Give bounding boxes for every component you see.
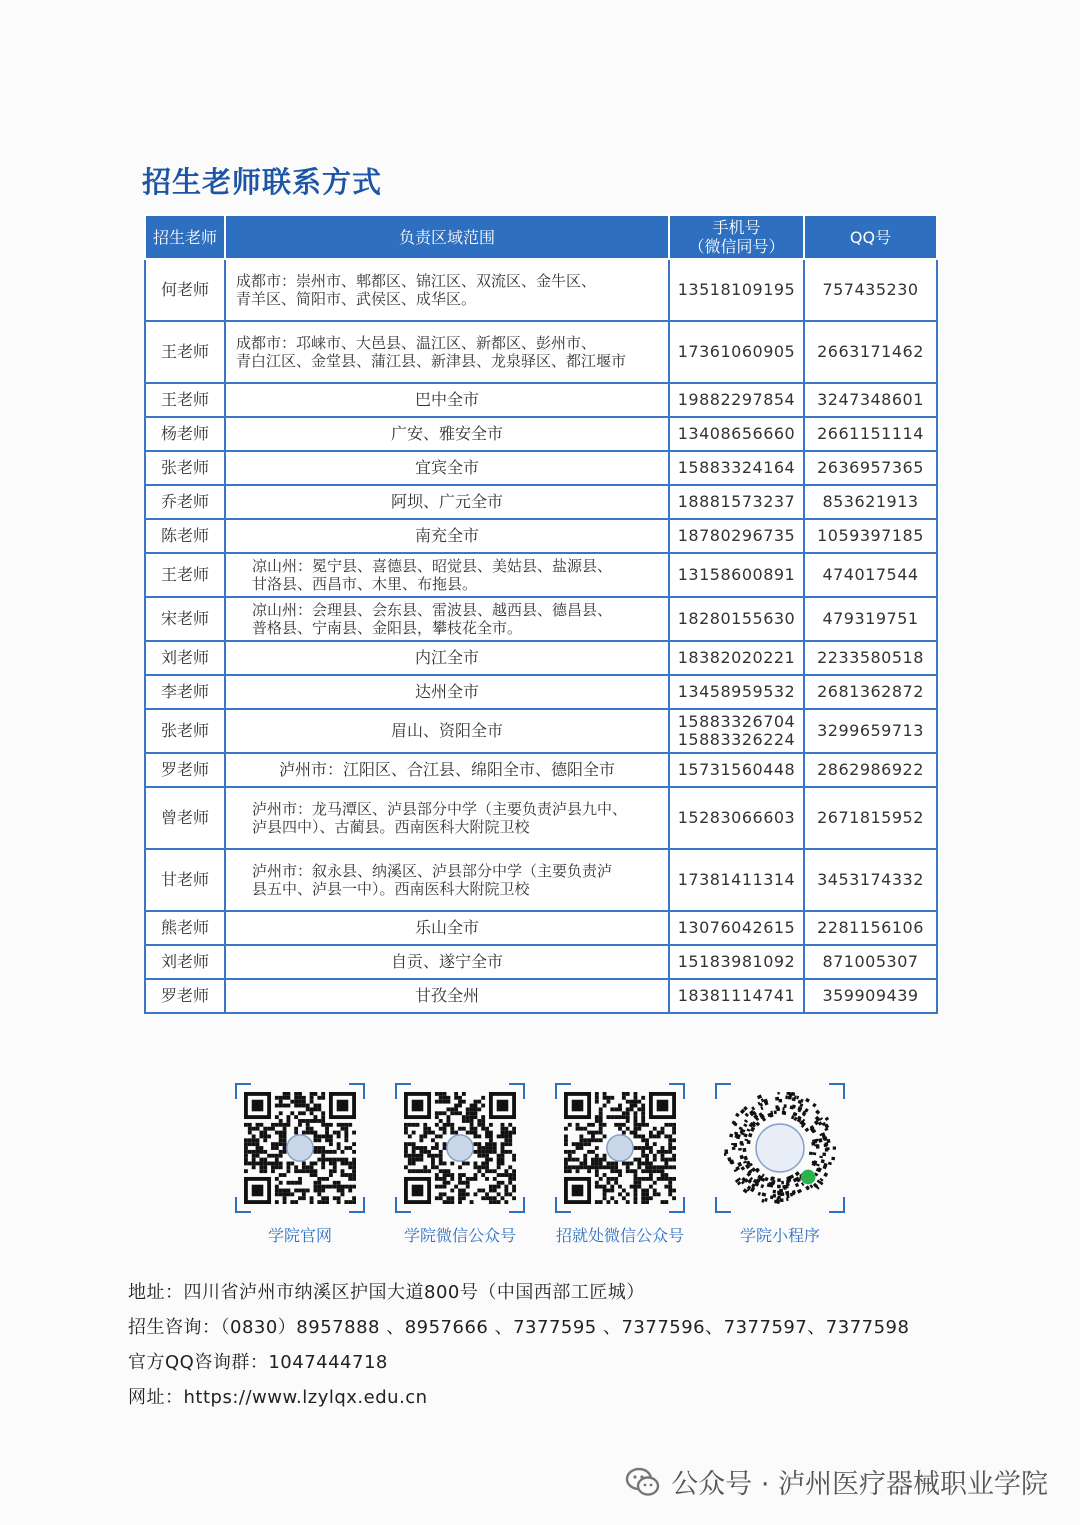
phone-cell: [669, 597, 804, 641]
table-row: [145, 417, 937, 451]
region-line: 成都市：邛崃市、大邑县、温江区、新都区、彭州市、: [236, 334, 597, 352]
address-text: 地址：四川省泸州市纳溪区护国大道800号（中国西部工匠城）: [128, 1282, 645, 1303]
region-line: 凉山州：会理县、会东县、雷波县、越西县、德昌县、: [252, 601, 613, 619]
teacher-cell: 张老师: [145, 709, 225, 753]
region-cell: [225, 553, 669, 597]
table-row: [145, 259, 937, 321]
teacher-cell: 刘老师: [145, 641, 225, 675]
contact-table: [144, 214, 938, 1014]
region-line: 普格县、宁南县、金阳县，攀枝花全市。: [252, 619, 523, 637]
region-lines: [252, 800, 627, 836]
qq-cell: 2671815952: [804, 787, 937, 849]
phone-cell: [669, 417, 804, 451]
table-row: [145, 849, 937, 911]
region-line: 凉山州：冕宁县、喜德县、昭觉县、美姑县、盐源县、: [252, 557, 613, 575]
phone-cell: [669, 709, 804, 753]
phone-number[interactable]: 15883326224: [677, 730, 796, 749]
qq-cell: 2663171462: [804, 321, 937, 383]
teacher-cell: 罗老师: [145, 979, 225, 1013]
header-qq: QQ号: [804, 215, 937, 259]
region-cell: [225, 979, 669, 1013]
qq-cell: 359909439: [804, 979, 937, 1013]
region-line: 甘洛县、西昌市、木里、布拖县。: [252, 575, 478, 593]
region-cell: [225, 675, 669, 709]
region-line: 泸县四中）、古蔺县。西南医科大附院卫校: [252, 818, 530, 836]
footer-info: [128, 1278, 909, 1418]
qr-code-label: 学院官网: [267, 1226, 332, 1245]
region-line: 内江全市: [414, 648, 479, 667]
phone-number[interactable]: 15883324164: [677, 458, 796, 477]
qr-code-item: [550, 1083, 690, 1246]
teacher-cell: 王老师: [145, 383, 225, 417]
region-line: 南充全市: [414, 526, 479, 545]
phone-cell: [669, 485, 804, 519]
website-link[interactable]: 网址：https://www.lzylqx.edu.cn: [128, 1387, 428, 1408]
phone-cell: [669, 259, 804, 321]
qr-pattern: [564, 1092, 676, 1204]
phone-number[interactable]: 15731560448: [677, 760, 796, 779]
teacher-cell: 杨老师: [145, 417, 225, 451]
region-line: 甘孜全州: [414, 986, 479, 1005]
phone-number[interactable]: 18280155630: [677, 609, 796, 628]
qr-code-row: [230, 1083, 860, 1253]
phone-cell: [669, 945, 804, 979]
table-row: [145, 979, 937, 1013]
qr-code-icon[interactable]: [395, 1083, 525, 1213]
wechat-icon: [625, 1467, 661, 1497]
table-row: [145, 485, 937, 519]
region-line: 自贡、遂宁全市: [390, 952, 503, 971]
phone-number[interactable]: 15283066603: [677, 808, 796, 827]
phone-number[interactable]: 19882297854: [677, 390, 796, 409]
qr-code-label: 学院微信公众号: [403, 1226, 516, 1245]
header-phone-line1: 手机号: [712, 218, 761, 237]
phone-cell: [669, 753, 804, 787]
phone-cell: [669, 553, 804, 597]
phone-number[interactable]: 13158600891: [677, 565, 796, 584]
region-cell: [225, 709, 669, 753]
qq-cell: 757435230: [804, 259, 937, 321]
table-row: [145, 383, 937, 417]
contact-table-container: [144, 214, 936, 1014]
table-row: [145, 641, 937, 675]
teacher-cell: 王老师: [145, 553, 225, 597]
mini-program-code-icon[interactable]: [715, 1083, 845, 1213]
qq-cell: 2636957365: [804, 451, 937, 485]
phone-number[interactable]: 15183981092: [677, 952, 796, 971]
teacher-cell: 刘老师: [145, 945, 225, 979]
region-cell: [225, 259, 669, 321]
region-line: 达州全市: [414, 682, 479, 701]
region-line: 泸州市：叙永县、纳溪区、泸县部分中学（主要负责泸: [252, 862, 613, 880]
region-cell: [225, 753, 669, 787]
phone-cell: [669, 979, 804, 1013]
region-line: 泸州市：龙马潭区、泸县部分中学（主要负责泸县九中、: [252, 800, 628, 818]
qr-code-label: 学院小程序: [739, 1226, 820, 1245]
table-body: [145, 259, 937, 1013]
phone-number[interactable]: 18381114741: [677, 986, 796, 1005]
phone-number[interactable]: 13518109195: [677, 280, 796, 299]
phone-cell: [669, 641, 804, 675]
header-phone: [669, 215, 804, 259]
region-lines: [236, 272, 596, 308]
table-row: [145, 321, 937, 383]
qq-cell: 2233580518: [804, 641, 937, 675]
region-cell: [225, 597, 669, 641]
phone-number[interactable]: 13076042615: [677, 918, 796, 937]
phone-cell: [669, 383, 804, 417]
qr-code-item: [230, 1083, 370, 1246]
region-cell: [225, 383, 669, 417]
region-cell: [225, 787, 669, 849]
phone-number[interactable]: 17361060905: [677, 342, 796, 361]
region-line: 巴中全市: [414, 390, 479, 409]
qq-cell: 3453174332: [804, 849, 937, 911]
region-cell: [225, 321, 669, 383]
phone-number[interactable]: 15883326704: [677, 712, 796, 731]
qq-cell: 474017544: [804, 553, 937, 597]
teacher-cell: 宋老师: [145, 597, 225, 641]
teacher-cell: 王老师: [145, 321, 225, 383]
phone-number[interactable]: 18881573237: [677, 492, 796, 511]
phone-cell: [669, 849, 804, 911]
header-teacher: 招生老师: [145, 215, 225, 259]
consult-phone-text: 招生咨询：（0830）8957888 、8957666 、7377595 、7377596、7377597、7377598: [128, 1317, 910, 1338]
wechat-watermark: [625, 1462, 1048, 1501]
header-region: 负责区域范围: [225, 215, 669, 259]
qr-pattern: [244, 1092, 356, 1204]
region-line: 宜宾全市: [414, 458, 479, 477]
region-cell: [225, 641, 669, 675]
region-lines: [252, 557, 612, 593]
teacher-cell: 张老师: [145, 451, 225, 485]
phone-number[interactable]: 18382020221: [677, 648, 796, 667]
qr-pattern: [404, 1092, 516, 1204]
qq-cell: 2281156106: [804, 911, 937, 945]
qq-cell: 2862986922: [804, 753, 937, 787]
header-phone-line2: （微信同号）: [688, 237, 785, 256]
teacher-cell: 甘老师: [145, 849, 225, 911]
teacher-cell: 曾老师: [145, 787, 225, 849]
region-line: 阿坝、广元全市: [390, 492, 503, 511]
region-cell: [225, 911, 669, 945]
table-row: [145, 675, 937, 709]
region-lines: [252, 601, 612, 637]
phone-cell: [669, 787, 804, 849]
qr-code-item: [710, 1083, 850, 1246]
table-header-row: [145, 215, 937, 259]
watermark-text: 公众号 · 泸州医疗器械职业学院: [671, 1469, 1048, 1500]
teacher-cell: 熊老师: [145, 911, 225, 945]
phone-number[interactable]: 17381411314: [677, 870, 796, 889]
region-cell: [225, 519, 669, 553]
teacher-cell: 陈老师: [145, 519, 225, 553]
region-line: 广安、雅安全市: [390, 424, 503, 443]
table-row: [145, 553, 937, 597]
qq-cell: 3247348601: [804, 383, 937, 417]
qq-cell: 3299659713: [804, 709, 937, 753]
region-line: 县五中、泸县一中）。西南医科大附院卫校: [252, 880, 530, 898]
region-line: 成都市：崇州市、郫都区、锦江区、双流区、金牛区、: [236, 272, 597, 290]
qr-pattern: [724, 1092, 836, 1204]
table-row: [145, 753, 937, 787]
qq-cell: 1059397185: [804, 519, 937, 553]
qq-cell: 2661151114: [804, 417, 937, 451]
qr-code-label: 招就处微信公众号: [555, 1226, 684, 1245]
region-lines: [252, 862, 612, 898]
phone-cell: [669, 321, 804, 383]
phone-cell: [669, 451, 804, 485]
region-cell: [225, 945, 669, 979]
qq-cell: 871005307: [804, 945, 937, 979]
table-row: [145, 911, 937, 945]
teacher-cell: 罗老师: [145, 753, 225, 787]
region-lines: [236, 334, 626, 370]
region-line: 青白江区、金堂县、蒲江县、新津县、龙泉驿区、都江堰市: [236, 352, 627, 370]
table-row: [145, 709, 937, 753]
qq-cell: 2681362872: [804, 675, 937, 709]
phone-number[interactable]: 13458959532: [677, 682, 796, 701]
qr-code-icon[interactable]: [555, 1083, 685, 1213]
region-cell: [225, 451, 669, 485]
qq-cell: 853621913: [804, 485, 937, 519]
region-line: 眉山、资阳全市: [390, 721, 503, 740]
teacher-cell: 乔老师: [145, 485, 225, 519]
region-cell: [225, 417, 669, 451]
table-row: [145, 787, 937, 849]
teacher-cell: 何老师: [145, 259, 225, 321]
table-row: [145, 451, 937, 485]
region-cell: [225, 485, 669, 519]
qr-code-item: [390, 1083, 530, 1246]
phone-number[interactable]: 18780296735: [677, 526, 796, 545]
table-row: [145, 597, 937, 641]
page-title: 招生老师联系方式: [142, 165, 383, 199]
phone-cell: [669, 519, 804, 553]
region-cell: [225, 849, 669, 911]
qr-code-icon[interactable]: [235, 1083, 365, 1213]
table-row: [145, 945, 937, 979]
phone-cell: [669, 911, 804, 945]
qq-cell: 479319751: [804, 597, 937, 641]
phone-cell: [669, 675, 804, 709]
region-line: 青羊区、简阳市、武侯区、成华区。: [236, 290, 477, 308]
table-row: [145, 519, 937, 553]
teacher-cell: 李老师: [145, 675, 225, 709]
region-line: 乐山全市: [414, 918, 479, 937]
region-line: 泸州市：江阳区、合江县、绵阳全市、德阳全市: [278, 760, 615, 779]
phone-number[interactable]: 13408656660: [677, 424, 796, 443]
qq-group-text: 官方QQ咨询群：1047444718: [128, 1352, 388, 1373]
